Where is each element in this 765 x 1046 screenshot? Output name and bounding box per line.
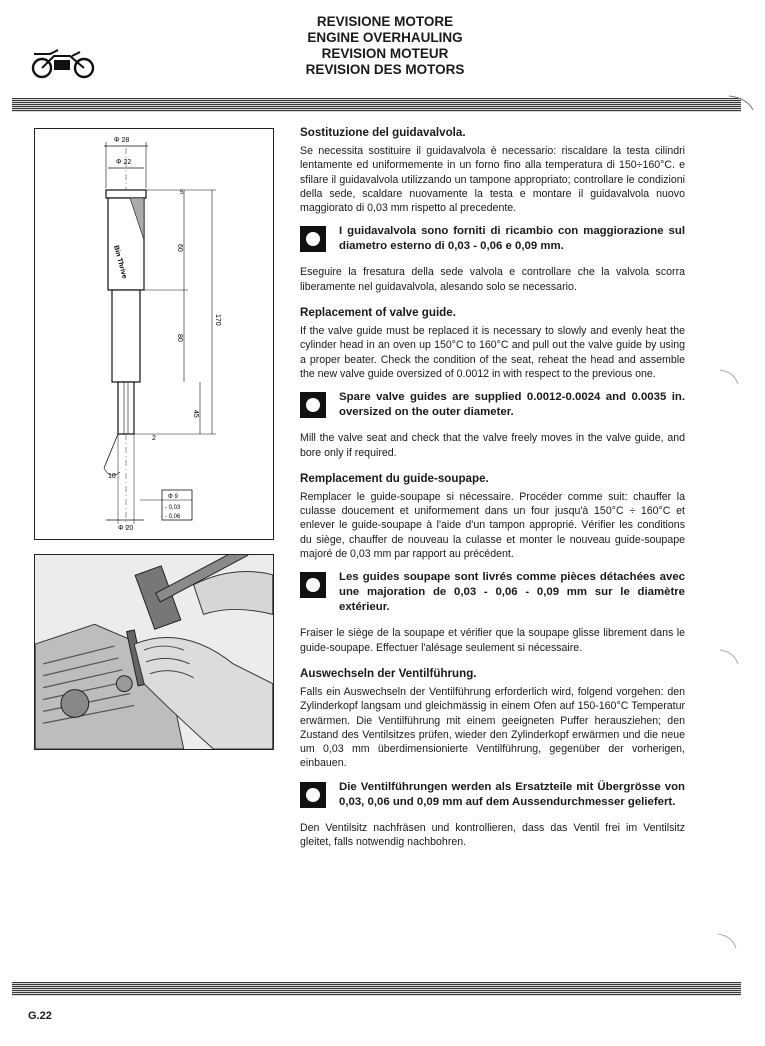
dim-label: - 0,03 <box>165 505 181 511</box>
part-label: Bin Thrive <box>112 244 128 280</box>
header-title-en: ENGINE OVERHAULING <box>307 30 463 45</box>
dim-label: Φ 20 <box>118 525 134 532</box>
section-paragraph: Den Ventilsitz nachfräsen und kontrollieren, dass das Ventil frei im Ventilsitz gleitet, falls notwendig nachbohren. <box>300 821 685 849</box>
section-it <box>300 126 685 294</box>
section-paragraph: Eseguire la fresatura della sede valvola e controllare che la valvola scorra liberamente nel guidavalvola, alesando solo se necessario. <box>300 266 685 293</box>
header-divider <box>12 98 741 112</box>
binding-hole-mark <box>718 648 740 666</box>
section-en <box>300 306 685 460</box>
motorcycle-logo-icon <box>28 44 98 80</box>
section-paragraph: Se necessita sostituire il guidavalvola è necessario: riscaldare la testa cilindri lentamente ed uniformemente in un forno fino alla temperatura di 150÷160°C. e sfilare il guidavalvola utilizzando un tampone appropriato; controllare le condizioni della sede, scaldare nuovamente la testa e montare il guidavalvola nuovo maggiorato di 0,03 mm rispetto al precedente. <box>300 145 685 215</box>
dim-label: - 0,06 <box>165 514 181 520</box>
valve-guide-removal-illustration <box>34 554 274 750</box>
dim-label: 80 <box>176 334 183 342</box>
note-text: Die Ventilführungen werden als Ersatzteile mit Übergrösse von 0,03, 0,06 und 0,09 mm auf dem Aussendurchmesser geliefert. <box>339 780 685 808</box>
section-paragraph: If the valve guide must be replaced it is necessary to slowly and evenly heat the cylinder head in an oven up 150°C to 160°C and pull out the valve guide by using a proper beater. Check the condition of the seat, reheat the head and assemble the new valve guide oversized of 0.0012 in with respect to the previous one. <box>300 325 685 380</box>
dim-label: 60 <box>176 244 183 252</box>
dim-label: 10 <box>108 473 116 480</box>
section-heading: Sostituzione del guidavalvola. <box>300 126 466 139</box>
header-title-fr: REVISION MOTEUR <box>321 46 449 61</box>
binding-hole-mark <box>718 368 740 386</box>
note-icon <box>300 392 326 418</box>
dim-label: Φ 28 <box>114 137 130 144</box>
header-title-it: REVISIONE MOTORE <box>316 14 454 29</box>
footer-divider <box>12 982 741 996</box>
page-corner-mark <box>723 94 757 116</box>
main-content <box>300 126 685 861</box>
binding-hole-mark <box>716 932 738 950</box>
section-paragraph: Remplacer le guide-soupape si nécessaire. Procéder comme suit: chauffer la culasse doucement et uniformement dans un four jusqu'à 150°C ÷ 160°C et enlever le guide-soupape à l'aide d'un tampon approprié. Vérifier les conditions du siège, chauffer de nouveau la culasse et monter le nouveau guide-soupape majoré de 0,03 mm par rapport au précédent. <box>300 490 685 561</box>
note-box <box>300 780 685 810</box>
section-heading: Auswechseln der Ventilführung. <box>300 666 477 680</box>
dim-label: 170 <box>214 314 221 326</box>
dim-label: Φ 22 <box>116 159 132 166</box>
note-box <box>300 224 685 254</box>
dim-label: 45 <box>192 410 199 418</box>
note-icon <box>300 226 326 252</box>
dim-label: 5 <box>180 190 184 196</box>
dim-label: 2 <box>152 435 156 442</box>
page-number: G.22 <box>28 1010 52 1022</box>
note-box <box>300 390 685 420</box>
section-paragraph: Falls ein Auswechseln der Ventilführung erforderlich wird, folgend vorgehen: den Zylinderkopf langsam und gleichmässig in einem Ofen auf 150-160°C Temperatur erwärmen. Die Ventilführung mit einem geeigneten Puffer herausziehen; den Zustand des Ventilsitzes prüfen, wieder den Zylinderkopf erwärmen und die neue um 0,03 mm überdimensionierte Ventilführung, gegenüber der vorherigen, einbauen. <box>300 685 685 770</box>
valve-guide-drawing <box>34 128 274 540</box>
dim-label: Φ 9 <box>168 494 178 500</box>
section-paragraph: Mill the valve seat and check that the valve freely moves in the valve guide, and bore only if required. <box>300 432 685 459</box>
section-heading: Remplacement du guide-soupape. <box>300 471 489 485</box>
page-header <box>280 14 490 78</box>
section-fr <box>300 472 685 655</box>
section-de <box>300 667 685 849</box>
note-box <box>300 570 685 615</box>
note-icon <box>300 782 326 808</box>
note-text: I guidavalvola sono forniti di ricambio con maggiorazione sul diametro esterno di 0,03 - 0,06 e 0,09 mm. <box>339 225 685 253</box>
note-text: Spare valve guides are supplied 0.0012-0.0024 and 0.0035 in. oversized on the outer diameter. <box>339 391 685 419</box>
section-paragraph: Fraiser le siège de la soupape et vérifier que la soupape glisse librement dans le guide-soupape. Effectuer l'alésage seulement si nécessaire. <box>300 627 685 654</box>
note-text: Les guides soupape sont livrés comme pièces détachées avec une majoration de 0,03 - 0,06 - 0,09 mm sur le diamètre extérieur. <box>339 571 685 614</box>
section-heading: Replacement of valve guide. <box>300 306 456 320</box>
note-icon <box>300 572 326 598</box>
header-title-de: REVISION DES MOTORS <box>305 62 465 77</box>
